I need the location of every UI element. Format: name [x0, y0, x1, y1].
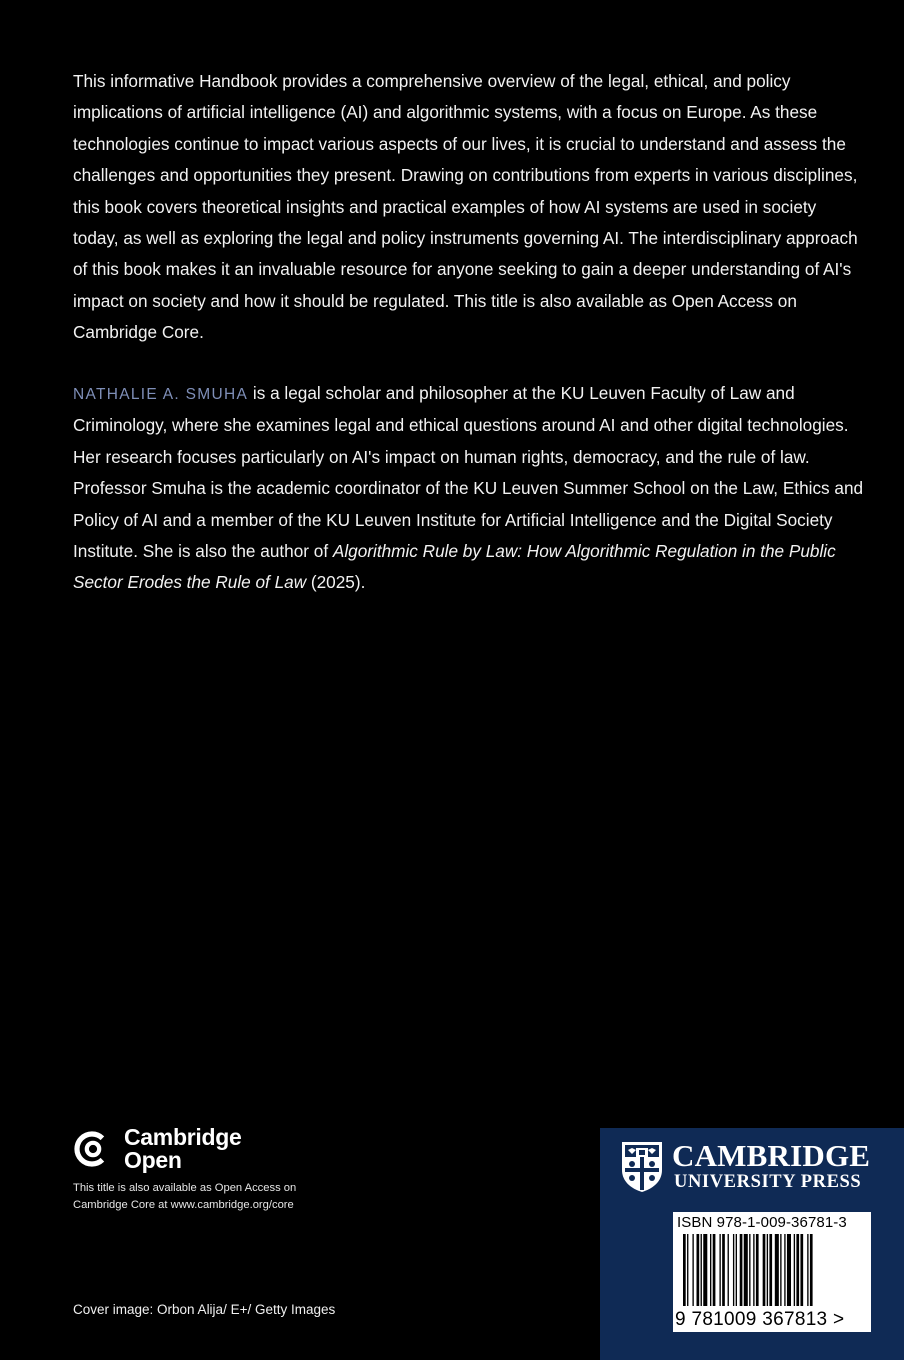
open-access-icon [72, 1128, 114, 1170]
author-name: NATHALIE A. SMUHA [73, 386, 249, 403]
cambridge-open-line2: Open [124, 1147, 182, 1173]
cambridge-open-wordmark [124, 1126, 241, 1172]
publisher-subtitle: UNIVERSITY PRESS [674, 1172, 862, 1192]
author-bio-text: is a legal scholar and philosopher at the KU Leuven Faculty of Law and Criminology, where she examines legal and ethical questions around AI and other digital technologies. Her research focuses particularly on AI's impact on human rights, democracy, and the rule of law. Professor Smuha is the academic coordinator of the KU Leuven Summer School on the Law, Ethics and Policy of AI and a member of the KU Leuven Institute for Artificial Intelligence and the Digital Society Institute. She is also the author of [73, 383, 864, 562]
book-description: This informative Handbook provides a comprehensive overview of the legal, ethical, and policy implications of artificial intelligence (AI) and algorithmic systems, with a focus on Europe. As these technologies continue to impact various aspects of our lives, it is crucial to understand and assess the challenges and opportunities they present. Drawing on contributions from experts in various disciplines, this book covers theoretical insights and practical examples of how AI systems are used in society today, as well as exploring the legal and policy instruments governing AI. The interdisciplinary approach of this book makes it an invaluable resource for anyone seeking to gain a deeper understanding of AI's impact on society and how it should be regulated. This title is also available as Open Access on Cambridge Core. [73, 71, 858, 343]
open-access-note: This title is also available as Open Access on Cambridge Core at www.cambridge.org/core [73, 1182, 297, 1211]
cambridge-shield-icon [620, 1140, 664, 1194]
isbn-label: ISBN 978-1-009-36781-3 [677, 1214, 847, 1231]
author-book-title: Algorithmic Rule by Law: How Algorithmic Regulation in the Public Sector Erodes the Rule of Law [73, 541, 836, 593]
cambridge-open-logo [72, 1126, 272, 1176]
cover-image-credit: Cover image: Orbon Alija/ E+/ Getty Images [73, 1302, 336, 1317]
isbn-barcode [673, 1212, 871, 1332]
barcode-bars [677, 1234, 867, 1310]
author-bio-year: (2025). [306, 572, 366, 593]
isbn-digits: 9 781009 367813 > [675, 1309, 845, 1330]
publisher-panel [600, 1128, 904, 1360]
cambridge-open-line1: Cambridge [124, 1124, 242, 1150]
publisher-name: CAMBRIDGE [672, 1138, 871, 1173]
author-bio [73, 378, 865, 599]
